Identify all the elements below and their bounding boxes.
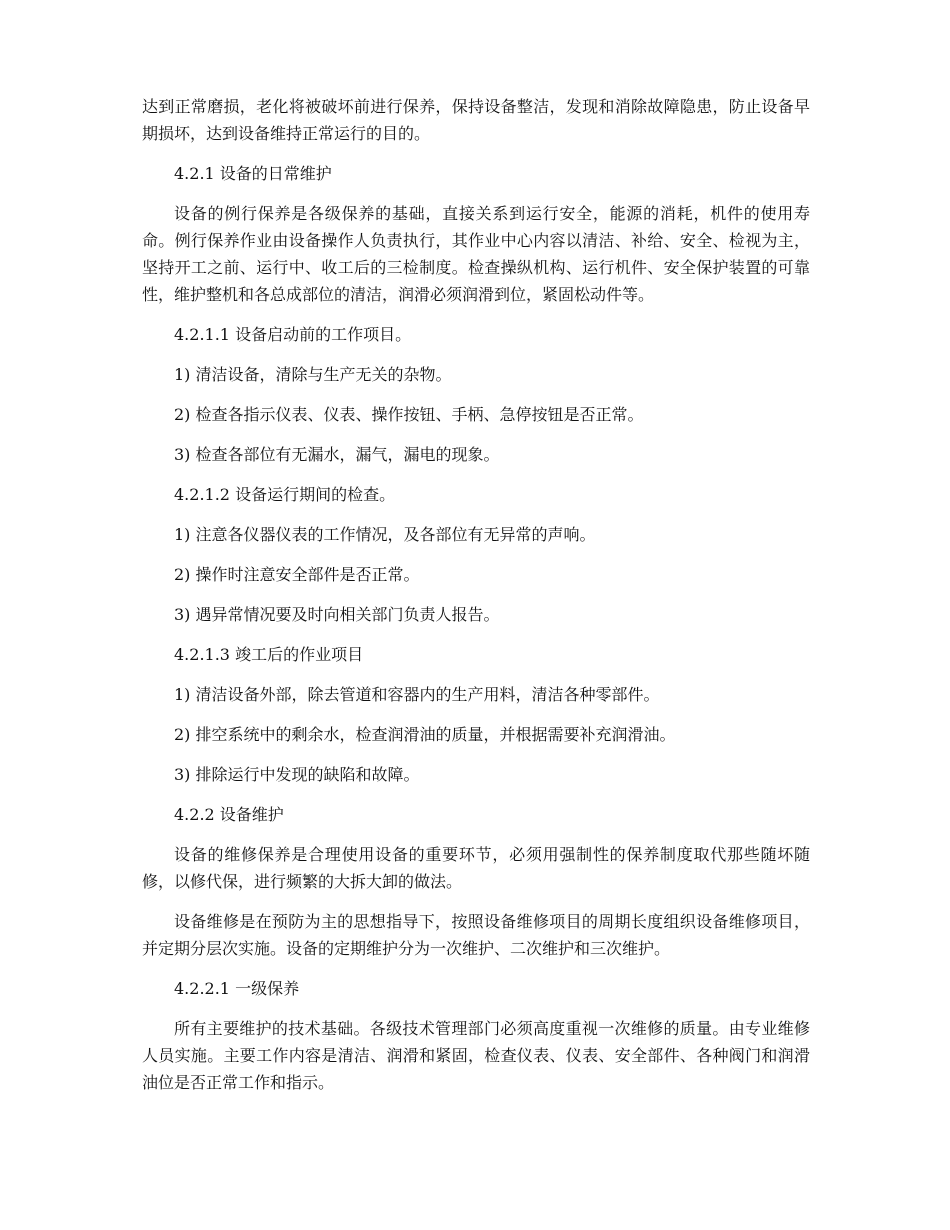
paragraph-first-level-maintenance: 所有主要维护的技术基础。各级技术管理部门必须高度重视一次维修的质量。由专业维修人员实施。主要工作内容是清洁、润滑和紧固，检查仪表、仪表、安全部件、各种阀门和润滑油位是否正常工作和指示。 [142, 1019, 810, 1092]
paragraph-maintenance-overview: 设备的维修保养是合理使用设备的重要环节，必须用强制性的保养制度取代那些随坏随修，以修代保，进行频繁的大拆大卸的做法。 [142, 845, 810, 891]
paragraph-maintenance-planning: 设备维修是在预防为主的思想指导下，按照设备维修项目的周期长度组织设备维修项目，并定期分层次实施。设备的定期维护分为一次维护、二次维护和三次维护。 [142, 912, 810, 958]
document-body [142, 93, 810, 1109]
section-heading-4-2-1-1: 4.2.1.1 设备启动前的工作项目。 [174, 325, 412, 344]
section-heading-4-2-2-1: 4.2.2.1 一级保养 [174, 979, 300, 998]
list-item: 2) 操作时注意安全部件是否正常。 [174, 565, 420, 584]
list-item: 2) 排空系统中的剩余水，检查润滑油的质量，并根据需要补充润滑油。 [174, 725, 676, 744]
section-heading-4-2-1: 4.2.1 设备的日常维护 [174, 164, 332, 183]
list-item: 3) 检查各部位有无漏水，漏气，漏电的现象。 [174, 445, 500, 464]
section-heading-4-2-1-3: 4.2.1.3 竣工后的作业项目 [174, 645, 364, 664]
list-item: 3) 排除运行中发现的缺陷和故障。 [174, 765, 420, 784]
section-heading-4-2-1-2: 4.2.1.2 设备运行期间的检查。 [174, 485, 396, 504]
list-item: 3) 遇异常情况要及时向相关部门负责人报告。 [174, 605, 500, 624]
paragraph-continuation: 达到正常磨损，老化将被破坏前进行保养，保持设备整洁，发现和消除故障隐患，防止设备早期损坏，达到设备维持正常运行的目的。 [142, 97, 810, 143]
list-item: 1) 清洁设备外部，除去管道和容器内的生产用料，清洁各种零部件。 [174, 685, 660, 704]
section-heading-4-2-2: 4.2.2 设备维护 [174, 805, 284, 824]
list-item: 2) 检查各指示仪表、仪表、操作按钮、手柄、急停按钮是否正常。 [174, 405, 644, 424]
list-item: 1) 注意各仪器仪表的工作情况，及各部位有无异常的声响。 [174, 525, 596, 544]
paragraph-routine-maintenance: 设备的例行保养是各级保养的基础，直接关系到运行安全，能源的消耗，机件的使用寿命。例行保养作业由设备操作人负责执行，其作业中心内容以清洁、补给、安全、检视为主，坚持开工之前、运行中、收工后的三检制度。检查操纵机构、运行机件、安全保护装置的可靠性，维护整机和各总成部位的清洁，润滑必须润滑到位，紧固松动件等。 [142, 204, 810, 304]
list-item: 1) 清洁设备，清除与生产无关的杂物。 [174, 365, 452, 384]
